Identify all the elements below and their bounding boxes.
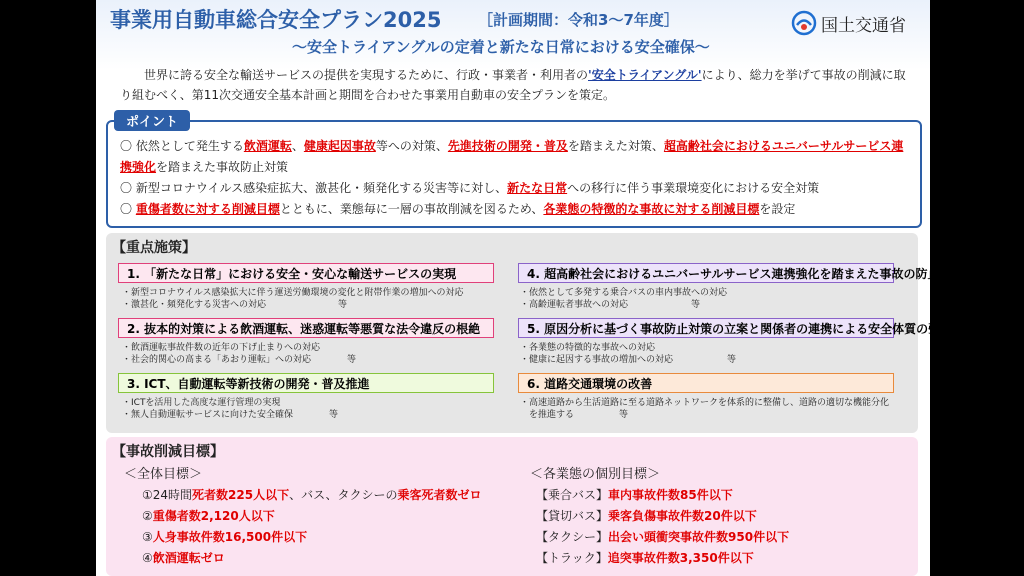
point-emphasis: 健康起因事故 [303,139,376,153]
target-value: 乗客死者数ゼロ [397,488,482,502]
overall-target-2 [142,507,275,524]
target-text: 、バス、タクシーの [289,488,398,502]
industry-type: 【乗合バス】 [536,488,609,502]
points-label: ポイント [114,110,190,131]
plan-period: ［計画期間：令和3〜7年度］ [478,11,679,29]
measure-6-desc [520,397,912,421]
points-box [106,115,922,228]
point-item [120,178,912,199]
point-text: 〇 [120,202,136,216]
measure-5-title: 5. 原因分析に基づく事故防止対策の立案と関係者の連携による安全体質の強化 [518,318,894,338]
industry-type: 【貸切バス】 [536,509,609,523]
measure-desc-line: ・依然として多発する乗合バスの車内事故への対応 [520,288,728,298]
measure-4-title: 4. 超高齢社会におけるユニバーサルサービス連携強化を踏まえた事故の防止対策 [518,263,894,283]
measure-1-desc [122,287,514,311]
measure-desc-line: ・社会的関心の高まる「あおり運転」への対応 等 [122,355,357,365]
point-text: への移行に伴う事業環境変化における安全対策 [567,181,820,195]
point-emphasis: 各業態の特徴的な事故に対する削減目標 [543,202,760,216]
measure-6-title: 6. 道路交通環境の改善 [518,373,894,393]
points-list [120,136,912,220]
point-text: を設定 [759,202,796,216]
industry-goal: 車内事故件数85件以下 [608,488,733,502]
measure-desc-line: ・ICTを活用した高度な運行管理の実現 [122,398,281,408]
measure-2-title: 2. 抜本的対策による飲酒運転、迷惑運転等悪質な法令違反の根絶 [118,318,494,338]
target-text: ①24時間 [142,488,193,502]
header [96,0,930,70]
target-value: 死者数225人以下 [192,488,290,502]
target-value: 重傷者数2,120人以下 [152,509,275,523]
page-subtitle: 〜安全トライアングルの定着と新たな日常における安全確保〜 [292,38,710,56]
point-text: 〇 新型コロナウイルス感染症拡大、激甚化・頻発化する災害等に対し、 [120,181,508,195]
slide [96,0,964,576]
point-text: 〇 依然として発生する [120,139,244,153]
measure-desc-line: ・高速道路から生活道路に至る道路ネットワークを体系的に整備し、道路の適切な機能分化 [520,398,890,408]
measure-1-title: 1. 「新たな日常」における安全・安心な輸送サービスの実現 [118,263,494,283]
industry-type: 【トラック】 [536,551,608,565]
measures-section [106,233,964,433]
measure-2-desc [122,342,514,366]
mlit-logo-icon [791,10,817,36]
measure-desc-line: ・高齢運転者事故への対応 等 [520,300,701,310]
point-text: を踏まえた対策、 [567,139,664,153]
measure-desc-line: ・健康に起因する事故の増加への対応 等 [520,355,737,365]
target-text: ③ [142,530,153,544]
industry-type: 【タクシー】 [536,530,609,544]
measure-3-title: 3. ICT、自動運転等新技術の開発・普及推進 [118,373,494,393]
industry-goal: 乗客負傷事故件数20件以下 [608,509,757,523]
point-emphasis: 新たな日常 [507,181,568,195]
point-emphasis: 飲酒運転 [243,139,292,153]
measure-3-desc [122,397,514,421]
measure-desc-line: ・無人自動運転サービスに向けた安全確保 等 [122,410,339,420]
measure-4-desc [520,287,912,311]
target-value: 人身事故件数16,500件以下 [152,530,308,544]
page-title: 事業用自動車総合安全プラン2025 [110,8,442,32]
target-text: ② [142,509,153,523]
industry-targets-title: ＜各業態の個別目標＞ [530,467,661,482]
industry-target-charter-bus [536,507,757,524]
measure-desc-line: ・飲酒運転事故件数の近年の下げ止まりへの対応 [122,343,321,353]
overall-targets-title: ＜全体目標＞ [124,467,203,482]
overall-target-4 [142,549,225,566]
intro-text-1: 世界に誇る安全な輸送サービスの提供を実現するために、行政・事業者・利用者の [144,68,589,82]
point-text: を踏まえた事故防止対策 [156,160,289,174]
industry-goal: 出会い頭衝突事故件数950件以下 [608,530,790,544]
industry-target-taxi [536,528,789,545]
industry-goal: 追突事故件数3,350件以下 [607,551,754,565]
industry-target-bus [536,486,733,503]
measure-5-desc [520,342,912,366]
point-emphasis: 重傷者数に対する削減目標 [135,202,280,216]
targets-section [106,437,918,576]
target-value: 飲酒運転ゼロ [152,551,225,565]
point-text: とともに、業態毎に一層の事故削減を図るため、 [279,202,544,216]
overall-target-1 [142,486,481,503]
measure-desc-line: ・激甚化・頻発化する災害への対応 等 [122,300,348,310]
point-item [120,199,912,220]
intro-text-2: により、総力を挙げて事故の削減に取り組むべく、第11次交通安全基本計画と期間を合わせた事業用自動車の安全プランを策定。 [120,68,906,102]
targets-title: 【事故削減目標】 [112,444,224,460]
measure-desc-line: ・新型コロナウイルス感染拡大に伴う運送労働環境の変化と附帯作業の増加への対応 [122,288,464,298]
overall-target-3 [142,528,307,545]
intro-paragraph [120,65,910,105]
ministry-logo [791,10,906,36]
point-text: 、 [291,139,304,153]
point-item [120,136,912,178]
point-emphasis: 超高齢社会におけるユニバーサルサービス連携強化 [120,139,904,174]
industry-target-truck [536,549,754,566]
intro-highlight: '安全トライアングル' [588,68,702,82]
ministry-name: 国土交通省 [821,15,906,36]
measure-desc-line: を推進する 等 [520,410,629,420]
measures-title: 【重点施策】 [112,240,196,256]
point-text: 等への対策、 [375,139,448,153]
point-emphasis: 先進技術の開発・普及 [447,139,568,153]
target-text: ④ [142,551,153,565]
measure-desc-line: ・各業態の特徴的な事故への対応 [520,343,656,353]
